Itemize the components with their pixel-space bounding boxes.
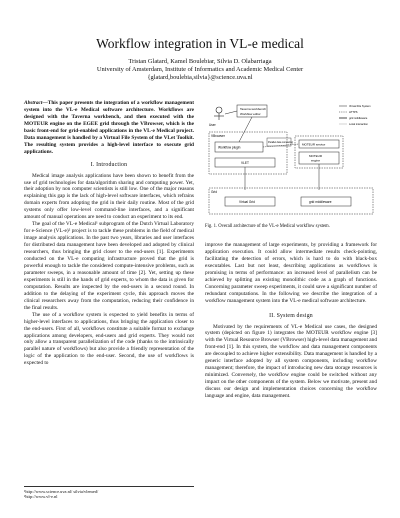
- architecture-diagram: [205, 100, 377, 222]
- user-label: User: [209, 123, 216, 127]
- moteur-service-label: MOTEUR service: [302, 142, 326, 147]
- arrow-plugin-moteur: [263, 144, 299, 147]
- user-icon: [214, 107, 224, 120]
- vbrowser-label: VBrowser: [211, 134, 225, 138]
- vlet-label: VLET: [241, 161, 249, 165]
- intro-paragraph: The use of a workflow system is expected to yield benefits in terms of higher-level interfaces to applications, thus bringing the application closer to the end-users. First of all, workflows constitute a suitable format to exchange applications among developers, end-users and grid experts. They would not only allow a transparent parallelization of the code (thanks to the intrinsically parallel nature of workflows) but also provide a friendly representation of the logic of the application to the end-user. Second, the use of workflows is expected to: [24, 311, 194, 367]
- abstract: [24, 100, 194, 156]
- workflow-editor-label: Workflow editor: [240, 112, 261, 116]
- abstract-text: —This paper presents the integration of a workflow management system into the VL-e Medical software architecture. Workflows are designed with the Taverna workbench, and then executed with the MOTEUR engine on the EGEE grid through the VBrowser, which is the basic front-end for grid-enabled applications in the VL-e Medical project. Data management is handled by a Virtual File System of the VLet Toolkit. The resulting system provides a high-level interface to execute grid applications.: [24, 100, 194, 155]
- vbrowser-box: [209, 132, 287, 174]
- grid-middleware-label: grid middleware: [309, 200, 332, 204]
- legend-item: HTTPS: [349, 111, 358, 114]
- author-names: Tristan Glatard, Kamel Boulebiar, Silvia D. Olabarriaga: [128, 58, 272, 65]
- footnote: ¹http://www.science.uva.nl/ silvia/vlemed/: [24, 488, 99, 494]
- intro-continued-paragraph: improve the management of large experiments, by providing a framework for application execution. It could allow intermediate results check-pointing, facilitating the detection of errors, which is hard to do with black-box executables. Last but not least, describing applications as workflows is promising in terms of performance: an increased level of parallelism can be achieved by splitting an existing monolithic code as a graph of functions. Concerning parameter sweep experiments, it could save a significant number of redundant computations. In the following we describe the integration of a workflow management system into the VL-e medical software architecture.: [205, 242, 377, 304]
- footnotes: [24, 486, 194, 499]
- abstract-label: Abstract: [24, 100, 43, 106]
- paper-title: Workflow integration in VL-e medical: [96, 36, 304, 51]
- right-column: [205, 242, 377, 400]
- virtual-grid-label: Virtual Grid: [239, 200, 255, 204]
- engine-label: engine: [311, 158, 321, 163]
- footnote: ²http://www.vl-e.nl: [24, 493, 58, 499]
- left-column: [24, 100, 194, 367]
- architecture-figure: [205, 100, 377, 222]
- figure-legend: [339, 104, 371, 126]
- author-block: [0, 58, 400, 83]
- grid-container: [209, 188, 373, 214]
- moteur-label: MOTEUR: [309, 154, 322, 158]
- affiliation: University of Amsterdam, Institute of Informatics and Academic Medical Center: [96, 66, 304, 74]
- section-heading-system-design: II. System design: [269, 312, 313, 319]
- intro-paragraph: Medical image analysis applications have been shown to benefit from the use of grid technologies for data/algorithm sharing and computing power. Yet, their adoption by non computer scientists is still low. One of the major reasons explaining this gap is the lack of high-level software interfaces, which refrains domain experts from adopting the grid in their daily routine. Most of the grid systems only offer low-level command-line interfaces, and a significant amount of manual operations are need to conduct an experiment to its end.: [24, 172, 194, 221]
- intro-paragraph: The goal of the VL-e Medical¹ subprogram of the Dutch Virtual Laboratory for e-Science (VL-e)² project is to tackle these problems in the field of medical image analysis applications. In the past two years, libraries and user interfaces for distributed data management have been developed and adopted by clinical researchers, thus bringing the grid closer to the end-users [1]. Experiments conducted on the VL-e computing infrastructure proved that the grid is powerful enough to tackle the considered compute-intensive problems, such as parameter sweeps, in a reasonable amount of time [2]. Yet, setting up these experiments is still in the hands of grid experts, to whom the data is given for computation. Results are inspected by the end-users in a second round. In addition to the delaying of the experiment cycle, this approach moves the clinical researchers away from the computation, reducing their confidence in the final results.: [24, 221, 194, 311]
- legend-item: Virtual File System: [349, 105, 371, 108]
- emails: {glatard,boulebia,silvia}@science.uva.nl: [147, 74, 253, 82]
- arrow-taverna-plugin: [239, 117, 252, 142]
- taverna-label: Taverna workbench: [240, 107, 267, 111]
- grid-label: Grid: [211, 190, 218, 194]
- arrow-user-taverna: [225, 111, 237, 114]
- legend-item: Local interaction: [349, 123, 368, 126]
- section-heading-introduction: I. Introduction: [90, 161, 128, 168]
- workflow-plugin-label: Workflow plugin: [218, 145, 241, 150]
- legend-item: grid middleware: [349, 117, 368, 120]
- design-paragraph: Motivated by the requirements of VL-e Medical use cases, the designed system (depicted on figure 1) integrates the MOTEUR workflow engine [3] with the Virtual Resource Browser (VBrowser) high-level data management and front-end [1]. In this system, the workflow and data management components are decoupled to achieve higher extensibility. Data management is handled by a generic interface adopted by all system components, including workflow management; therefore, the impact of introducing new data storage resources is minimized. Conversely, the workflow engine could be switched without any impact on the other components of the system. Below we motivate, present and discuss our design and implementation choices concerning the workflow language and engine, data management.: [205, 323, 377, 400]
- figure-caption: Fig. 1. Overall architecture of the VL-e Medical workflow system.: [205, 224, 330, 229]
- parallel-data-label: Parallel data computing: [268, 141, 293, 144]
